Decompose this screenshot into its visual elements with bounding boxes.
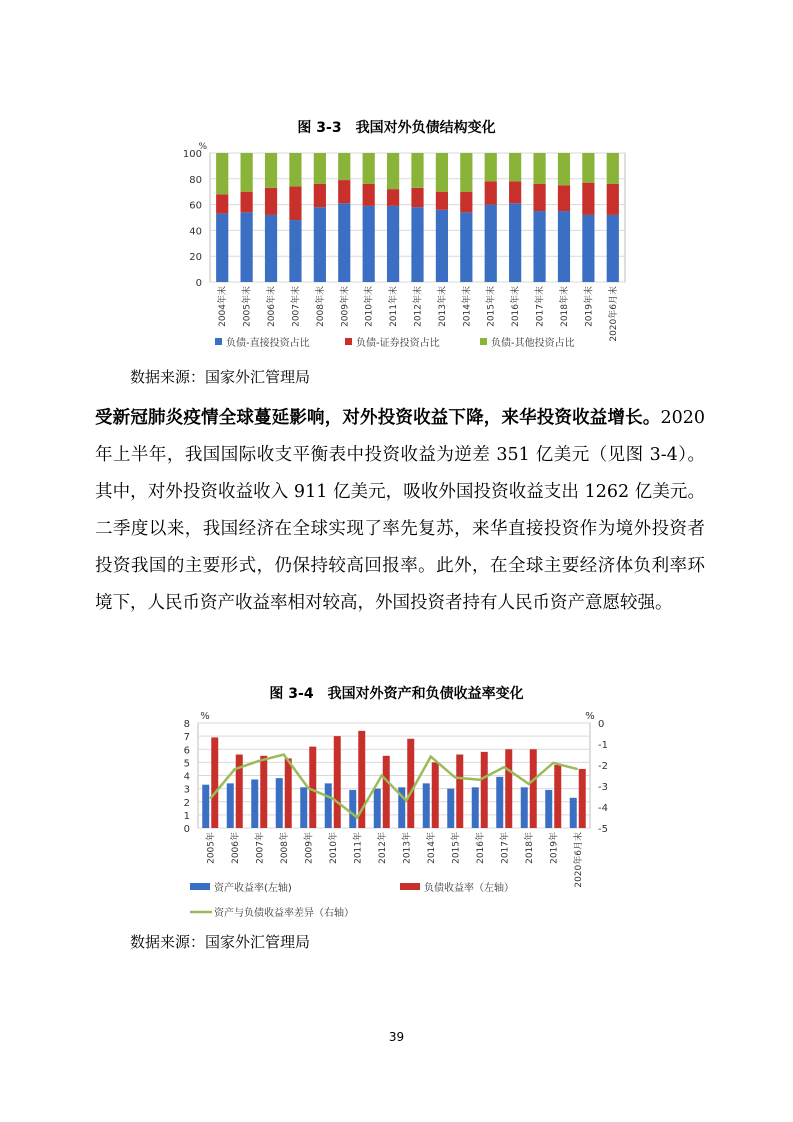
- bar-asset-yield: [227, 783, 234, 828]
- y-unit-label: %: [198, 142, 207, 152]
- y-tick-label: 100: [182, 149, 202, 160]
- x-tick-label: 2019年: [549, 832, 560, 864]
- bar-segment-1: [509, 203, 521, 282]
- right-y-tick-label: -4: [598, 803, 608, 814]
- bar-segment-1: [533, 211, 545, 282]
- bar-segment-2: [558, 185, 570, 211]
- bar-segment-1: [265, 215, 277, 282]
- figure-3-4-source: 数据来源：国家外汇管理局: [130, 933, 311, 951]
- x-tick-label: 2004年末: [218, 286, 229, 327]
- bar-liability-yield: [481, 752, 488, 828]
- left-y-tick-label: 3: [183, 784, 190, 796]
- bar-segment-3: [607, 153, 619, 184]
- x-tick-label: 2013年: [402, 832, 413, 864]
- liability-structure-chart: [0, 140, 793, 350]
- right-y-tick-label: 0: [598, 719, 605, 730]
- x-tick-label: 2018年末: [559, 286, 570, 327]
- bar-segment-3: [314, 153, 326, 184]
- bar-segment-3: [460, 153, 472, 192]
- bar-segment-2: [314, 184, 326, 207]
- paragraph-body: 2020 年上半年，我国国际收支平衡表中投资收益为逆差 351 亿美元（见图 3-4）。其中，对外投资收益收入 911 亿美元，吸收外国投资收益支出 1262 亿美元。二季度以来，我国经济在全球实现了率先复苏，来华直接投资作为境外投资者投资我国的主要形式，仍保持较高回报率。此外，在全球主要经济体负利率环境下，人民币资产收益率相对较高，外国投资者持有人民币资产意愿较强。: [95, 408, 705, 613]
- x-tick-label: 2008年末: [315, 286, 326, 327]
- page-number: 39: [388, 1030, 405, 1044]
- bar-asset-yield: [251, 779, 258, 828]
- bar-asset-yield: [570, 798, 577, 828]
- bar-segment-3: [216, 153, 228, 194]
- x-tick-label: 2017年: [500, 832, 511, 864]
- left-y-tick-label: 0: [183, 824, 190, 835]
- x-tick-label: 2005年末: [242, 286, 253, 327]
- bar-segment-1: [338, 203, 350, 282]
- x-tick-label: 2016年末: [511, 286, 522, 327]
- bar-liability-yield: [432, 762, 439, 828]
- bar-segment-2: [241, 192, 253, 213]
- bar-segment-2: [436, 192, 448, 210]
- left-y-tick-label: 6: [183, 745, 190, 757]
- bar-segment-2: [363, 184, 375, 206]
- legend-label-1: 负债-直接投资占比: [226, 338, 310, 349]
- figure-3-3-source: 数据来源：国家外汇管理局: [130, 368, 311, 386]
- bar-segment-3: [558, 153, 570, 185]
- bar-asset-yield: [496, 777, 503, 828]
- bar-liability-yield: [530, 749, 537, 828]
- bar-asset-yield: [374, 789, 381, 828]
- bar-segment-3: [582, 153, 594, 183]
- right-y-tick-label: -3: [598, 782, 608, 793]
- bar-liability-yield: [579, 769, 586, 828]
- x-tick-label: 2020年6月末: [573, 832, 584, 888]
- x-tick-label: 2007年末: [291, 286, 302, 327]
- legend-swatch-3: [480, 338, 487, 345]
- bar-segment-3: [241, 153, 253, 192]
- x-tick-label: 2011年: [353, 832, 364, 864]
- body-paragraph: [95, 400, 705, 622]
- x-tick-label: 2012年: [377, 832, 388, 864]
- x-tick-label: 2006年: [230, 832, 241, 864]
- bar-segment-1: [485, 205, 497, 282]
- bar-segment-2: [289, 187, 301, 221]
- bar-segment-2: [607, 184, 619, 215]
- x-tick-label: 2005年: [206, 832, 217, 864]
- bar-segment-3: [485, 153, 497, 181]
- left-y-tick-label: 5: [183, 758, 190, 770]
- left-unit-label: %: [200, 711, 210, 722]
- x-tick-label: 2014年末: [462, 286, 473, 327]
- y-tick-label: 80: [189, 174, 202, 186]
- x-tick-label: 2020年6月末: [608, 286, 619, 342]
- bar-segment-2: [265, 188, 277, 215]
- bar-segment-1: [607, 215, 619, 282]
- bar-segment-2: [338, 180, 350, 203]
- bar-liability-yield: [285, 758, 292, 828]
- left-y-tick-label: 4: [183, 771, 190, 783]
- bar-asset-yield: [472, 787, 479, 828]
- y-tick-label: 40: [189, 226, 202, 238]
- x-tick-label: 2015年末: [486, 286, 497, 327]
- bar-segment-2: [509, 181, 521, 203]
- bar-segment-1: [216, 214, 228, 282]
- bar-asset-yield: [521, 787, 528, 828]
- legend-label-3: 负债-其他投资占比: [491, 338, 575, 349]
- bar-segment-2: [216, 194, 228, 213]
- right-unit-label: %: [585, 711, 595, 722]
- x-tick-label: 2007年: [255, 832, 266, 864]
- right-y-tick-label: -1: [598, 740, 608, 751]
- x-tick-label: 2013年末: [437, 286, 448, 327]
- bar-segment-3: [363, 153, 375, 184]
- x-tick-label: 2014年: [426, 832, 437, 864]
- x-tick-label: 2011年末: [389, 286, 400, 327]
- bar-liability-yield: [554, 765, 561, 828]
- bar-asset-yield: [545, 790, 552, 828]
- bar-segment-1: [411, 207, 423, 282]
- figure-3-3-title: 图 3-3 我国对外负债结构变化: [297, 120, 496, 136]
- left-y-tick-label: 8: [183, 719, 190, 730]
- legend-swatch-2: [345, 338, 352, 345]
- x-tick-label: 2015年: [451, 832, 462, 864]
- legend-label-liability-yield: 负债收益率（左轴）: [424, 883, 514, 894]
- bar-segment-1: [289, 220, 301, 282]
- y-tick-label: 60: [189, 200, 202, 212]
- left-y-tick-label: 7: [183, 732, 190, 744]
- legend-swatch-asset-yield: [190, 883, 210, 890]
- bar-asset-yield: [300, 787, 307, 828]
- bar-liability-yield: [383, 756, 390, 828]
- bar-liability-yield: [309, 747, 316, 828]
- bar-segment-2: [582, 183, 594, 215]
- bar-liability-yield: [211, 737, 218, 828]
- bar-segment-3: [289, 153, 301, 187]
- x-tick-label: 2009年: [304, 832, 315, 864]
- bar-liability-yield: [334, 736, 341, 828]
- bar-segment-2: [387, 189, 399, 206]
- x-tick-label: 2010年: [328, 832, 339, 864]
- bar-segment-1: [241, 212, 253, 282]
- legend-label-asset-yield: 资产收益率(左轴): [214, 883, 292, 894]
- x-tick-label: 2018年: [524, 832, 535, 864]
- bar-liability-yield: [407, 739, 414, 828]
- bar-segment-3: [338, 153, 350, 180]
- left-y-tick-label: 2: [183, 797, 190, 809]
- bar-segment-1: [314, 207, 326, 282]
- x-tick-label: 2017年末: [535, 286, 546, 327]
- bar-segment-3: [265, 153, 277, 188]
- bar-segment-2: [460, 192, 472, 213]
- legend-swatch-liability-yield: [400, 883, 420, 890]
- legend-label-yield-gap: 资产与负债收益率差异（右轴）: [214, 908, 354, 919]
- y-tick-label: 0: [195, 278, 202, 289]
- bar-segment-1: [436, 210, 448, 282]
- bar-asset-yield: [349, 790, 356, 828]
- bar-asset-yield: [447, 789, 454, 828]
- legend-swatch-1: [215, 338, 222, 345]
- bar-segment-2: [533, 184, 545, 211]
- bar-liability-yield: [260, 756, 267, 828]
- x-tick-label: 2006年末: [267, 286, 278, 327]
- x-tick-label: 2010年末: [364, 286, 375, 327]
- bar-liability-yield: [505, 749, 512, 828]
- bar-segment-1: [387, 206, 399, 282]
- bar-segment-3: [436, 153, 448, 192]
- bar-asset-yield: [325, 783, 332, 828]
- left-y-tick-label: 1: [183, 810, 190, 822]
- bar-segment-2: [485, 181, 497, 204]
- bar-segment-3: [387, 153, 399, 189]
- bar-liability-yield: [456, 755, 463, 829]
- right-y-tick-label: -5: [598, 824, 608, 835]
- bar-segment-1: [558, 211, 570, 282]
- x-tick-label: 2016年: [475, 832, 486, 864]
- bar-segment-1: [460, 212, 472, 282]
- paragraph-lead: 受新冠肺炎疫情全球蔓延影响，对外投资收益下降，来华投资收益增长。: [95, 408, 661, 428]
- x-tick-label: 2008年: [279, 832, 290, 864]
- bar-segment-3: [411, 153, 423, 188]
- x-tick-label: 2009年末: [340, 286, 351, 327]
- y-tick-label: 20: [189, 252, 202, 264]
- bar-segment-1: [582, 215, 594, 282]
- bar-asset-yield: [423, 783, 430, 828]
- bar-segment-2: [411, 188, 423, 207]
- bar-asset-yield: [202, 785, 209, 828]
- yield-rate-chart: [0, 706, 793, 926]
- bar-asset-yield: [276, 778, 283, 828]
- right-y-tick-label: -2: [598, 761, 608, 772]
- bar-segment-3: [509, 153, 521, 181]
- bar-segment-3: [533, 153, 545, 184]
- legend-label-2: 负债-证券投资占比: [356, 338, 440, 349]
- bar-segment-1: [363, 206, 375, 282]
- x-tick-label: 2019年末: [584, 286, 595, 327]
- x-tick-label: 2012年末: [413, 286, 424, 327]
- figure-3-4-title: 图 3-4 我国对外资产和负债收益率变化: [269, 686, 524, 702]
